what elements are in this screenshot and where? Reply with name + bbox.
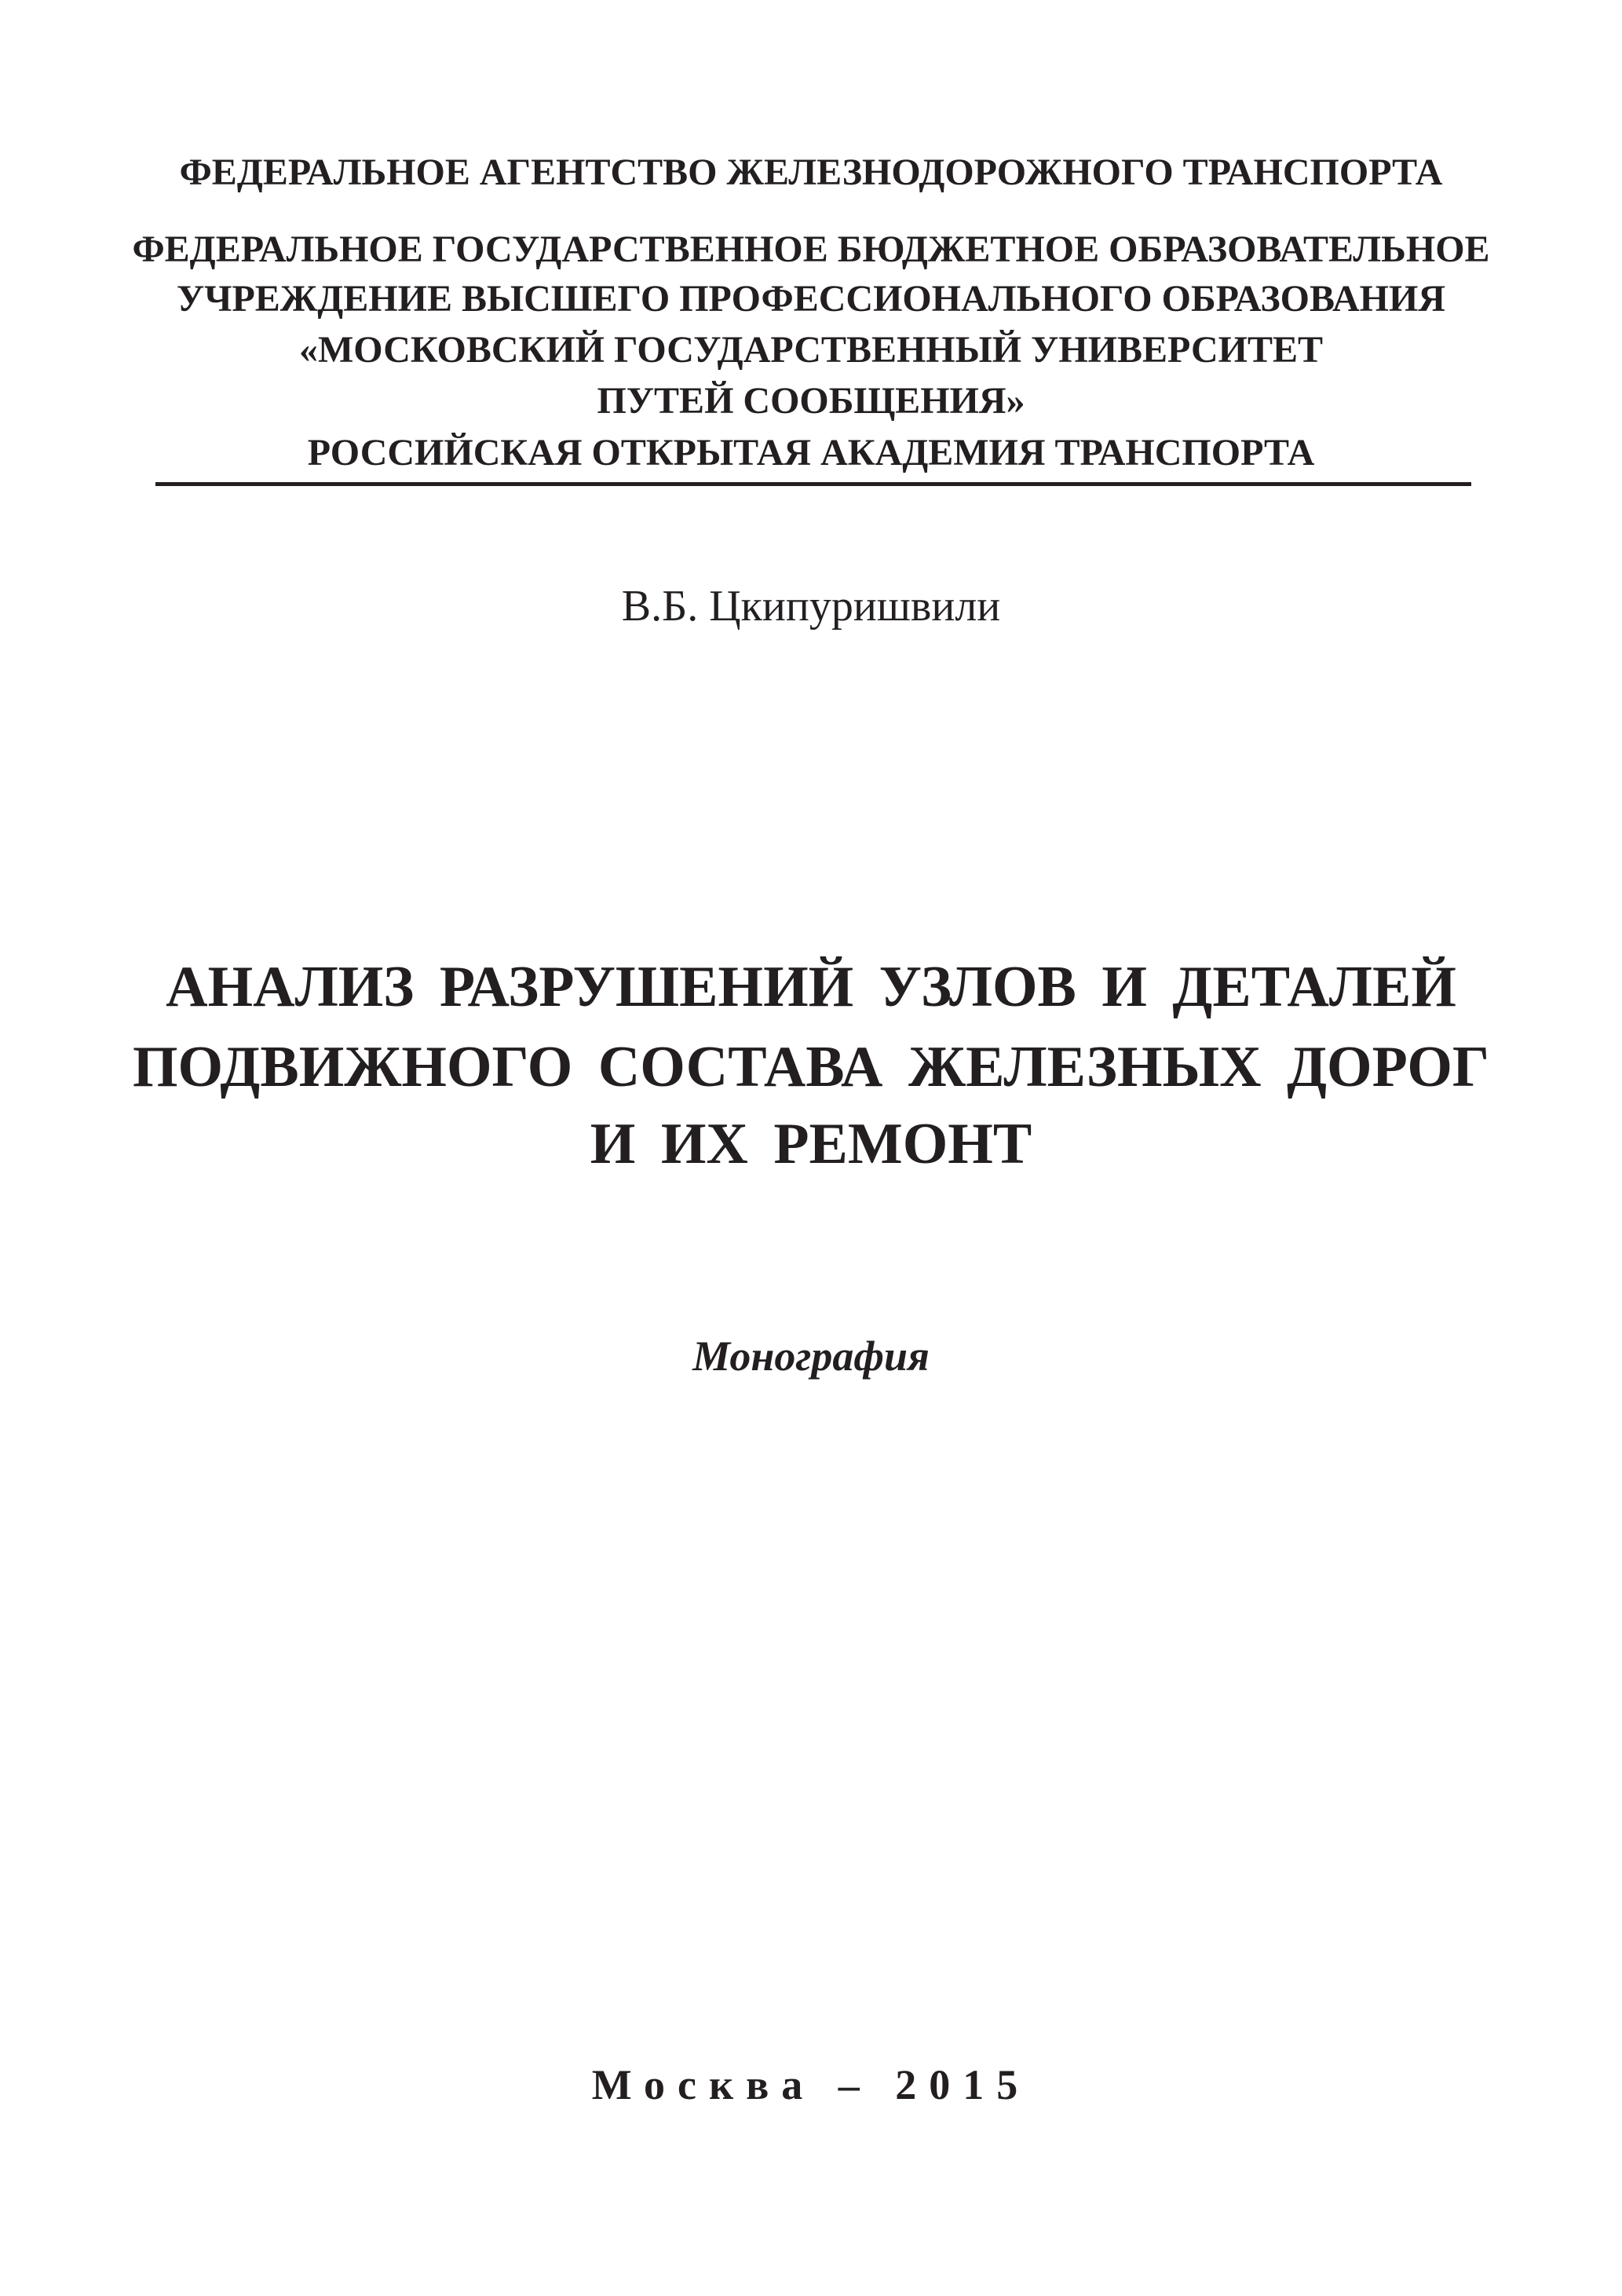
title-line-1: АНАЛИЗ РАЗРУШЕНИЙ УЗЛОВ И ДЕТАЛЕЙ: [166, 955, 1456, 1019]
title-line-3: И ИХ РЕМОНТ: [590, 1112, 1032, 1176]
title-line-2: ПОДВИЖНОГО СОСТАВА ЖЕЛЕЗНЫХ ДОРОГ: [133, 1035, 1489, 1099]
institution-line-4: ПУТЕЙ СООБЩЕНИЯ»: [597, 380, 1025, 422]
author-name: В.Б. Цкипуришвили: [621, 582, 1001, 631]
header-divider: [155, 482, 1471, 486]
institution-line-1: ФЕДЕРАЛЬНОЕ ГОСУДАРСТВЕННОЕ БЮДЖЕТНОЕ ОБРАЗОВАТЕЛЬНОЕ: [132, 229, 1490, 270]
institution-line-5: РОССИЙСКАЯ ОТКРЫТАЯ АКАДЕМИЯ ТРАНСПОРТА: [307, 432, 1315, 473]
agency-name: ФЕДЕРАЛЬНОЕ АГЕНТСТВО ЖЕЛЕЗНОДОРОЖНОГО ТРАНСПОРТА: [179, 152, 1443, 193]
imprint-place-year: Москва – 2015: [591, 2061, 1031, 2108]
institution-line-3: «МОСКОВСКИЙ ГОСУДАРСТВЕННЫЙ УНИВЕРСИТЕТ: [299, 329, 1323, 371]
institution-line-2: УЧРЕЖДЕНИЕ ВЫСШЕГО ПРОФЕССИОНАЛЬНОГО ОБРАЗОВАНИЯ: [177, 278, 1445, 320]
genre-label: Монография: [692, 1333, 930, 1380]
